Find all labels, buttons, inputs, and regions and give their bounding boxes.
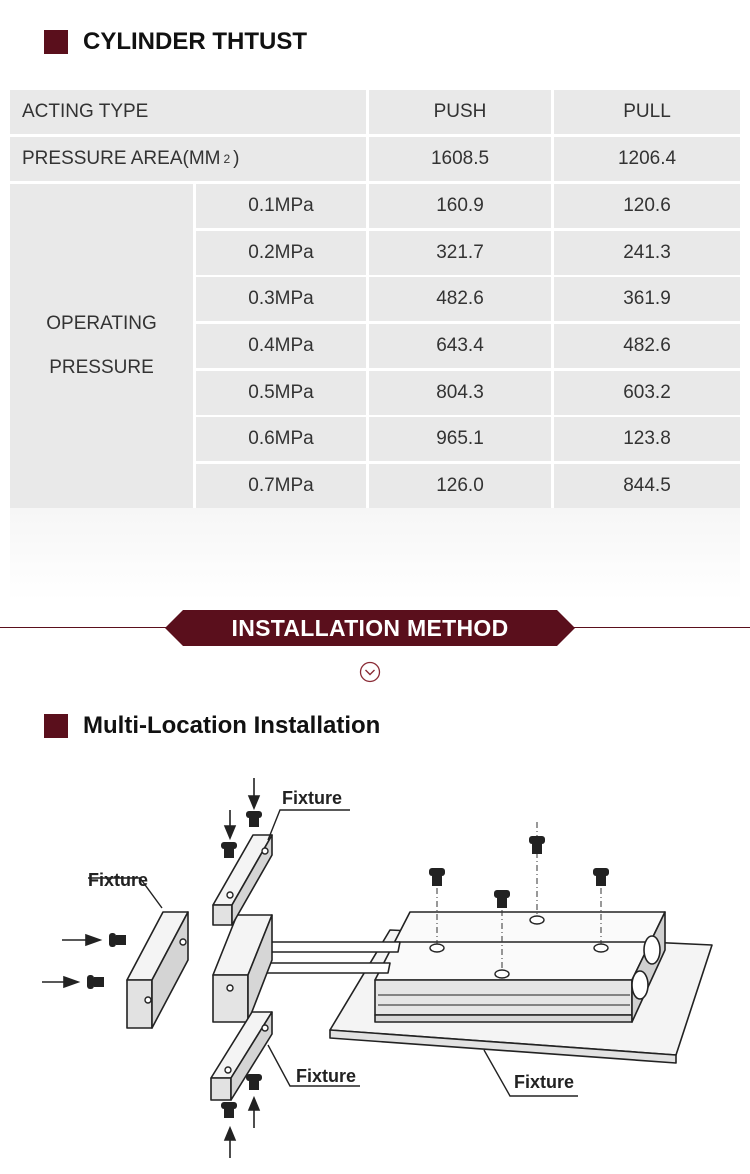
table-cell-pull: 241.3 <box>554 231 740 275</box>
header-push: PUSH <box>369 90 551 134</box>
pressure-area-text: PRESSURE AREA(MM <box>22 148 221 169</box>
title-square-icon <box>44 30 68 54</box>
left-fixture-block <box>127 912 188 1028</box>
table-cell-pressure: 0.1MPa <box>196 184 366 228</box>
banner-line-right <box>570 627 750 628</box>
operating-line-1: OPERATING <box>46 313 157 334</box>
pressure-area-close: ) <box>233 148 240 169</box>
table-cell-pull: 361.9 <box>554 277 740 321</box>
label-fixture-top: Fixture <box>282 788 343 808</box>
table-cell-push: 321.7 <box>369 231 551 275</box>
chevron-down-circle-icon[interactable] <box>359 661 381 683</box>
cylinder-body <box>375 912 665 1022</box>
table-cell-pull: 482.6 <box>554 324 740 368</box>
installation-diagram <box>0 760 750 1174</box>
banner-title: INSTALLATION METHOD <box>231 614 509 641</box>
banner-line-left <box>0 627 170 628</box>
operating-line-2: PRESSURE <box>49 357 154 378</box>
pressure-area-sup: 2 <box>223 152 231 166</box>
table-cell-pressure: 0.3MPa <box>196 277 366 321</box>
section-title-text: Multi-Location Installation <box>83 712 381 739</box>
table-cell-pull: 603.2 <box>554 371 740 415</box>
table-cell-push: 126.0 <box>369 464 551 508</box>
section-title-installation <box>44 712 380 740</box>
label-fixture-base: Fixture <box>514 1072 575 1092</box>
table-cell-pressure: 0.5MPa <box>196 371 366 415</box>
table-cell-pressure: 0.6MPa <box>196 417 366 461</box>
section-title-thrust <box>44 28 307 56</box>
table-cell-pull: 120.6 <box>554 184 740 228</box>
section-title-text: CYLINDER THTUST <box>83 28 307 55</box>
table-cell-push: 804.3 <box>369 371 551 415</box>
table-cell-push: 160.9 <box>369 184 551 228</box>
title-square-icon <box>44 714 68 738</box>
end-plate <box>213 915 272 1022</box>
table-cell-pull: 123.8 <box>554 417 740 461</box>
table-cell-pressure: 0.7MPa <box>196 464 366 508</box>
table-cell-push: 965.1 <box>369 417 551 461</box>
table-cell-pressure: 0.4MPa <box>196 324 366 368</box>
header-pull: PULL <box>554 90 740 134</box>
table-footer-fade <box>10 508 740 600</box>
area-push-value: 1608.5 <box>369 137 551 181</box>
area-pull-value: 1206.4 <box>554 137 740 181</box>
table-cell-push: 643.4 <box>369 324 551 368</box>
label-fixture-bottom: Fixture <box>296 1066 357 1086</box>
operating-pressure-label <box>10 184 193 508</box>
pressure-area-label <box>10 137 366 181</box>
table-cell-pull: 844.5 <box>554 464 740 508</box>
table-cell-push: 482.6 <box>369 277 551 321</box>
label-fixture-left: Fixture <box>88 870 149 890</box>
header-acting-type: ACTING TYPE <box>10 90 366 134</box>
table-cell-pressure: 0.2MPa <box>196 231 366 275</box>
